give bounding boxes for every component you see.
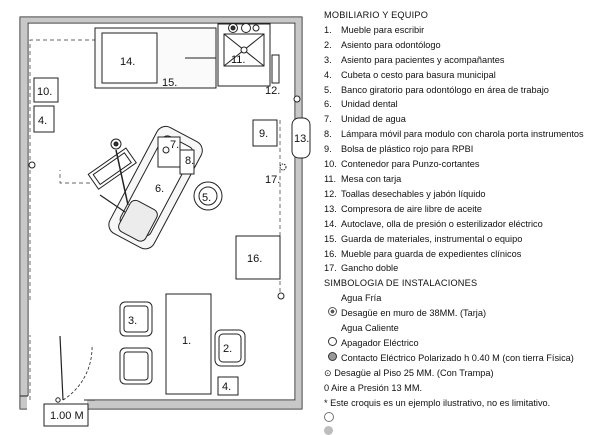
scale-label: 1.00 M [50,410,84,422]
furniture-item-number: 9. [324,144,332,155]
legend-symbols-extra [324,412,596,422]
furniture-item-number: 1. [324,24,332,35]
installation-item [324,366,596,381]
label-9: 9. [259,128,269,140]
furniture-item-number: 4. [324,69,332,80]
installation-item-label: Desagüe en muro de 38MM. (Tarja) [341,308,487,319]
towel-dispenser [272,55,279,83]
legend-symbols-extra-2 [324,426,596,435]
furniture-item-label: Lámpara móvil para modulo con charola porta instrumentos [341,129,584,140]
note [324,396,596,411]
installation-item-label: Contacto Eléctrico Polarizado h 0.40 M (con tierra Física) [341,352,574,363]
autoclave-counter [95,28,216,88]
installation-item [324,351,596,366]
furniture-item-label: Unidad de agua [341,114,406,125]
installation-item-label: Agua Fría [341,293,382,304]
installation-item [324,381,596,396]
furniture-heading: MOBILIARIO Y EQUIPO [324,10,429,20]
furniture-item-number: 15. [324,233,337,244]
label-4-left: 4. [38,115,48,127]
furniture-item-label: Guarda de materiales, instrumental o equipo [341,233,523,244]
furniture-item [324,261,596,276]
furniture-item-number: 11. [324,173,337,184]
installation-item [324,321,596,336]
furniture-item-number: 16. [324,248,337,259]
drain-wall-icon [324,306,341,321]
furniture-item-number: 3. [324,54,332,65]
installation-item [324,336,596,351]
installation-item [324,291,596,306]
furniture-item-number: 6. [324,99,332,110]
furniture-item [324,232,596,247]
furniture-item [324,112,596,127]
furniture-item [324,187,596,202]
furniture-item-label: Mueble para escribir [341,24,425,35]
installation-item-label: 0 Aire a Presión 13 MM. [324,382,423,393]
label-14: 14. [120,56,136,68]
label-4-bottom: 4. [222,381,232,393]
furniture-item-label: Banco giratorio para odontólogo en área de trabajo [341,84,549,95]
furniture-item-label: Asiento para pacientes y acompañantes [341,54,505,65]
label-15: 15. [162,77,178,89]
label-16: 16. [247,253,263,265]
label-13: 13. [294,133,310,145]
furniture-item-number: 13. [324,203,337,214]
furniture-item-label: Autoclave, olla de presión o esterilizador eléctrico [341,218,543,229]
furniture-item [324,202,596,217]
furniture-item-number: 14. [324,218,337,229]
furniture-item [324,172,596,187]
installation-item [324,306,596,321]
label-10: 10. [37,86,53,98]
label-8: 8. [185,155,195,167]
label-12: 12. [265,85,281,97]
furniture-item-label: Unidad dental [341,99,398,110]
furniture-item [324,142,596,157]
installation-item-label: Agua Caliente [341,323,399,334]
furniture-item [324,127,596,142]
furniture-item-label: Asiento para odontólogo [341,39,441,50]
furniture-item-number: 10. [324,159,337,170]
installations-heading: SIMBOLOGIA DE INSTALACIONES [324,278,478,289]
grey-circle-icon [324,426,333,435]
furniture-item [324,97,596,112]
furniture-item [324,53,596,68]
furniture-item [324,68,596,83]
switch-icon [324,336,341,351]
hollow-circle-icon [324,412,334,422]
furniture-item-label: Compresora de aire libre de aceite [341,203,482,214]
furniture-item-number: 12. [324,188,337,199]
dental-unit [88,123,206,252]
furniture-item-label: Contenedor para Punzo-cortantes [341,159,480,170]
furniture-item-number: 7. [324,114,332,125]
installations-list [324,291,596,395]
installation-item-label: Apagador Eléctrico [341,337,419,348]
label-1: 1. [182,335,192,347]
label-7: 7. [170,139,180,151]
label-17: 17. [265,174,281,186]
label-5: 5. [202,192,212,204]
label-11: 11. [231,54,246,66]
furniture-item [324,157,596,172]
installation-item-label: ⊙ Desagüe al Piso 25 MM. (Con Trampa) [324,367,494,378]
furniture-item-number: 5. [324,84,332,95]
furniture-item-label: Mesa con tarja [341,173,402,184]
legend-panel [324,8,596,435]
furniture-item-label: Cubeta o cesto para basura municipal [341,69,496,80]
note-text: * Este croquis es un ejemplo ilustrativo, no es limitativo. [324,397,551,408]
label-3: 3. [128,315,138,327]
furniture-item [324,83,596,98]
furniture-item-label: Toallas desechables y jabón líquido [341,188,486,199]
furniture-item [324,247,596,262]
furniture-item-number: 17. [324,263,337,274]
door-swing [56,336,92,402]
outlet-icon [324,351,341,366]
furniture-item [324,217,596,232]
furniture-item-label: Mueble para guarda de expedientes clínicos [341,248,522,259]
furniture-item-number: 8. [324,129,332,140]
furniture-item-number: 2. [324,39,332,50]
label-6: 6. [155,183,165,195]
furniture-item-label: Bolsa de plástico rojo para RPBI [341,144,474,155]
label-2: 2. [223,343,233,355]
furniture-item-label: Gancho doble [341,263,399,274]
furniture-item [324,38,596,53]
furniture-list [324,23,596,276]
furniture-item [324,23,596,38]
